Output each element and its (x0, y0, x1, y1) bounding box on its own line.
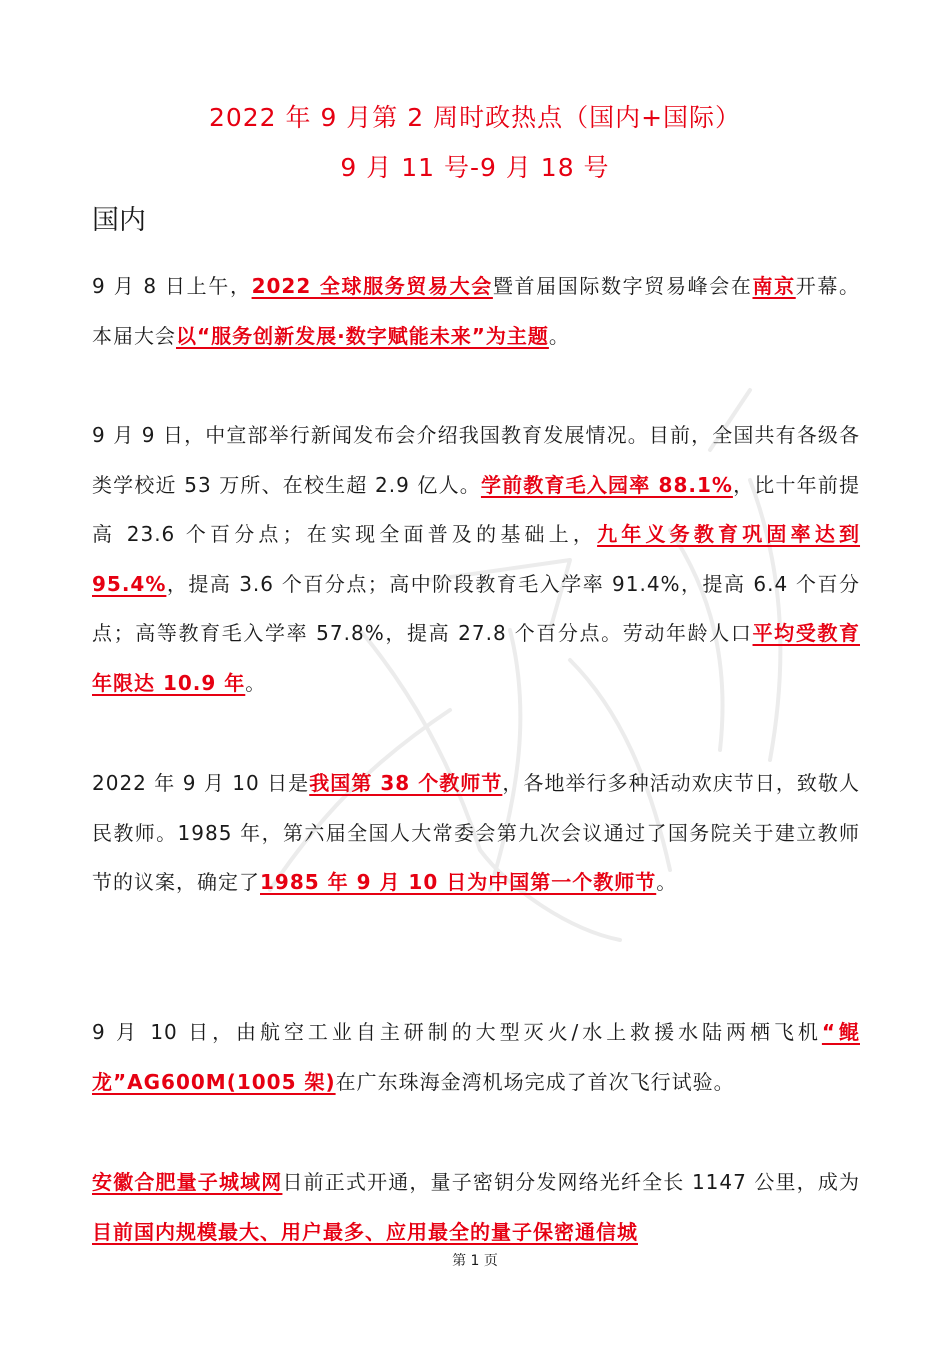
news-paragraph (92, 1158, 860, 1257)
body-text: 9 月 10 日，由航空工业自主研制的大型灭火/水上救援水陆两栖飞机 (92, 1020, 822, 1044)
highlighted-text: 平均受教育年限达 10.9 年 (92, 621, 860, 695)
news-paragraph (92, 411, 860, 708)
highlighted-text: 学前教育毛入园率 88.1% (480, 472, 733, 497)
highlighted-text: 我国第 38 个教师节 (309, 771, 503, 795)
highlighted-text: 目前国内规模最大、用户最多、应用最全的量子保密通信城 (92, 1219, 638, 1244)
highlighted-text: 1985 年 9 月 10 日为中国第一个教师节 (260, 870, 657, 894)
highlighted-text: “鲲龙”AG600M(1005 架) (92, 1020, 860, 1094)
highlighted-text: 安徽合肥量子城域网 (92, 1170, 283, 1194)
body-text: ，提高 3.6 个百分点；高中阶段教育毛入学率 91.4%，提高 6.4 个百分点；高等教育毛入学率 57.8%，提高 27.8 个百分点。劳动年龄人口 (92, 571, 860, 645)
document-title-line-1: 2022 年 9 月第 2 周时政热点（国内+国际） (208, 103, 742, 132)
body-text: 。 (656, 870, 678, 894)
body-text: ，各地举行多种活动欢庆节日，致敬人民教师。1985 年，第六届全国人大常委会第九次会议通过了国务院关于建立教师节的议案，确定了 (92, 771, 861, 894)
news-paragraph (92, 759, 860, 908)
body-text: 9 月 8 日上午， (92, 274, 252, 298)
page-number: 第 1 页 (452, 1253, 498, 1269)
news-paragraph (92, 262, 860, 361)
body-text: 2022 年 9 月 10 日是 (92, 771, 310, 795)
body-text: 开幕。本届大会 (92, 274, 860, 348)
body-text: 在广东珠海金湾机场完成了首次飞行试验。 (335, 1069, 735, 1094)
highlighted-text: 2022 全球服务贸易大会 (251, 274, 493, 298)
body-text: 。 (245, 670, 267, 695)
document-title-line-2: 9 月 11 号-9 月 18 号 (340, 153, 610, 182)
body-text: 。 (548, 323, 570, 348)
body-text: 日前正式开通，量子密钥分发网络光纤全长 1147 公里，成为 (282, 1170, 861, 1194)
body-text: 暨首届国际数字贸易峰会在 (492, 274, 753, 298)
body-text: ，比十年前提高 23.6 个百分点；在实现全面普及的基础上， (92, 472, 861, 546)
highlighted-text: 九年义务教育巩固率达到 95.4% (92, 522, 861, 596)
section-heading-domestic: 国内 (92, 205, 146, 236)
news-paragraph (92, 1008, 860, 1107)
highlighted-text: 南京 (752, 274, 796, 298)
highlighted-text: 以“服务创新发展·数字赋能未来”为主题 (176, 323, 549, 348)
body-text: 9 月 9 日，中宣部举行新闻发布会介绍我国教育发展情况。目前，全国共有各级各类学校近 53 万所、在校生超 2.9 亿人。 (92, 423, 860, 497)
